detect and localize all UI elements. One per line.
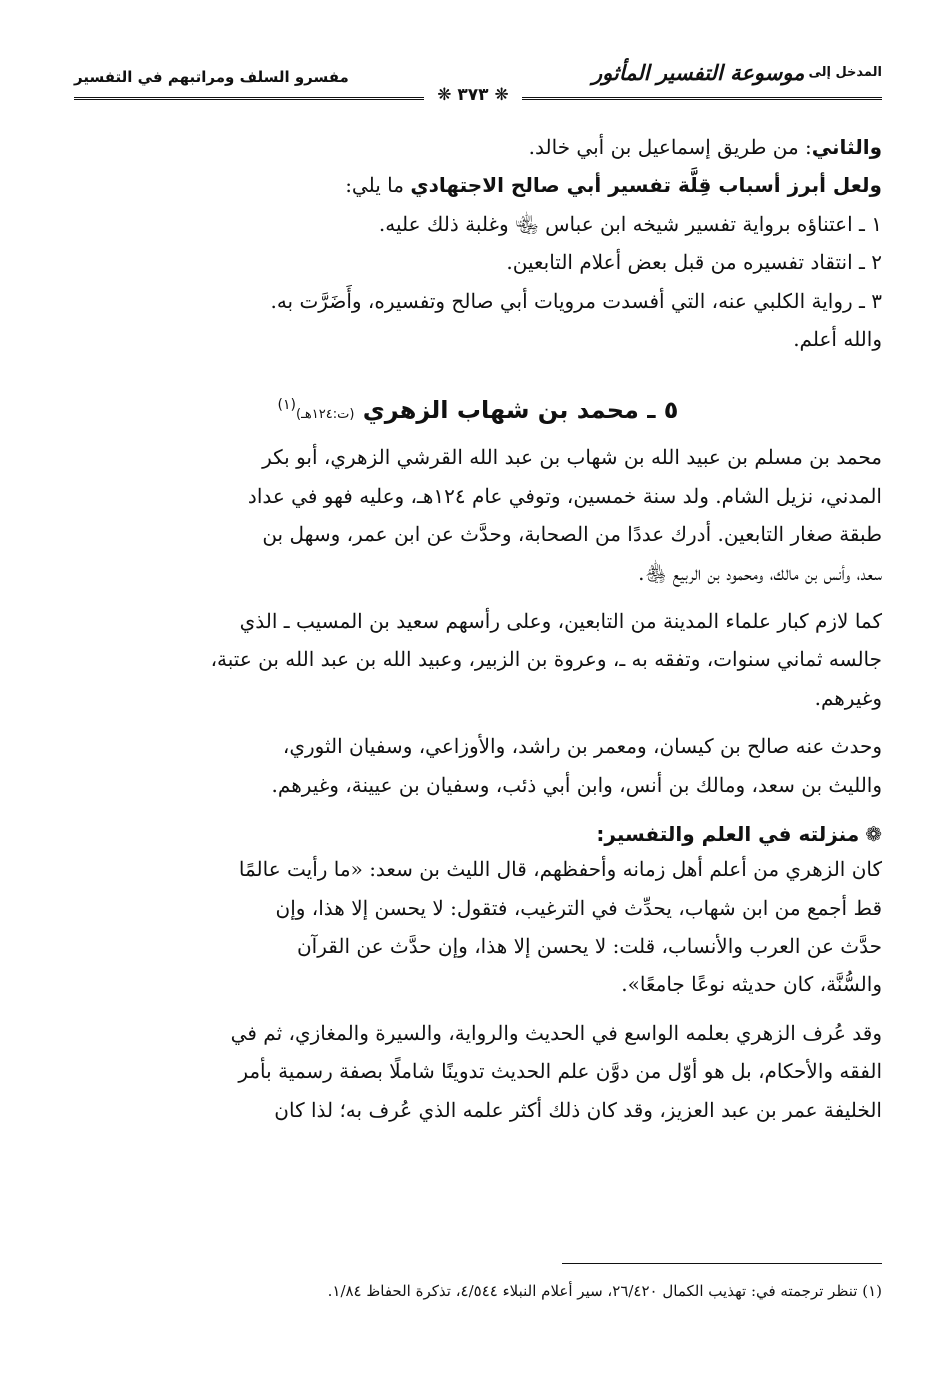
section-heading [74,396,882,424]
bio-line: كما لازم كبار علماء المدينة من التابعين، وعلى رأسهم سعيد بن المسيب ـ الذي [239,609,882,634]
footnote-divider [562,1263,882,1264]
flower-ornament-icon: ❁ [865,822,882,847]
bio-line: طبقة صغار التابعين. أدرك عددًا من الصحابة، وحدَّث عن ابن عمر، وسهل بن [262,522,882,547]
section-title: ٥ ـ محمد بن شهاب الزهري [362,396,679,425]
death-date: (ت:١٢٤هـ) [296,407,355,423]
chapter-title: مفسرو السلف ومراتبهم في التفسير [74,68,349,86]
status-line: الفقه والأحكام، بل هو أوّل من دوَّن علم الحديث تدوينًا شاملًا بصفة رسمية بأمر [238,1059,882,1084]
bio-line: والليث بن سعد، ومالك بن أنس، وابن أبي ذئب، وسفيان بن عيينة، وغيرهم. [271,772,882,797]
status-line: وقد عُرف الزهري بعلمه الواسع في الحديث والرواية، والسيرة والمغازي، ثم في [230,1020,882,1045]
reason-item: ٢ ـ انتقاد تفسيره من قبل بعض أعلام التابعين. [506,250,882,275]
page-body [74,128,882,1129]
series-label: المدخل إلى [808,65,882,80]
header-rule-left [74,97,424,100]
running-header [74,60,882,104]
bio-line: سعد، وأنس بن مالك، ومحمود بن الربيع ﵃. [638,560,882,585]
bio-line: المدني، نزيل الشام. ولد سنة خمسين، وتوفي عام ١٢٤هـ، وعليه فهو في عداد [247,483,882,508]
reasons-intro-line: ولعل أبرز أسباب قِلَّة تفسير أبي صالح الاجتهادي ما يلي: [345,173,882,198]
status-line: والسُّنَّة، كان حديثه نوعًا جامعًا». [621,972,882,997]
reason-item: ١ ـ اعتناؤه برواية تفسير شيخه ابن عباس ﵄ وغلبة ذلك عليه. [378,211,882,236]
series-title: موسوعة التفسير المأثور [592,60,805,85]
status-line: قط أجمع من ابن شهاب، يحدِّث في الترغيب، فتقول: لا يحسن إلا هذا، وإن [275,895,882,920]
page-number: ❋ ٣٧٣ ❋ [437,85,509,105]
second-route-line: والثاني: من طريق إسماعيل بن أبي خالد. [528,135,882,159]
closing-line: والله أعلم. [793,327,882,352]
status-line: كان الزهري من أعلم أهل زمانه وأحفظهم، قال الليث بن سعد: «ما رأيت عالمًا [238,857,882,882]
footnote-ref: (١) [277,397,297,414]
bio-line: جالسه ثماني سنوات، وتفقه به ـ، وعروة بن الزبير، وعبيد الله بن عبد الله بن عتبة، [210,647,882,672]
series-heading [592,60,882,85]
footnote: (١) تنظر ترجمته في: تهذيب الكمال ٢٦/٤٢٠، سير أعلام النبلاء ٤/٥٤٤، تذكرة الحفاظ ١/٨٤. [327,1282,882,1300]
subsection-heading [74,822,882,846]
subsection-title: منزلته في العلم والتفسير: [596,822,860,847]
bio-line: محمد بن مسلم بن عبيد الله بن شهاب بن عبد الله القرشي الزهري، أبو بكر [262,445,882,470]
status-line: الخليفة عمر بن عبد العزيز، وقد كان ذلك أكثر علمه الذي عُرف به؛ لذا كان [274,1097,882,1122]
bio-line: وغيرهم. [814,685,882,710]
status-line: حدَّث عن العرب والأنساب، قلت: لا يحسن إلا هذا، وإن حدَّث عن القرآن [296,933,882,958]
reason-item: ٣ ـ رواية الكلبي عنه، التي أفسدت مرويات أبي صالح وتفسيره، وأَضَرَّت به. [270,288,882,313]
bio-line: وحدث عنه صالح بن كيسان، ومعمر بن راشد، والأوزاعي، وسفيان الثوري، [282,734,882,759]
header-rule-right [522,97,882,100]
